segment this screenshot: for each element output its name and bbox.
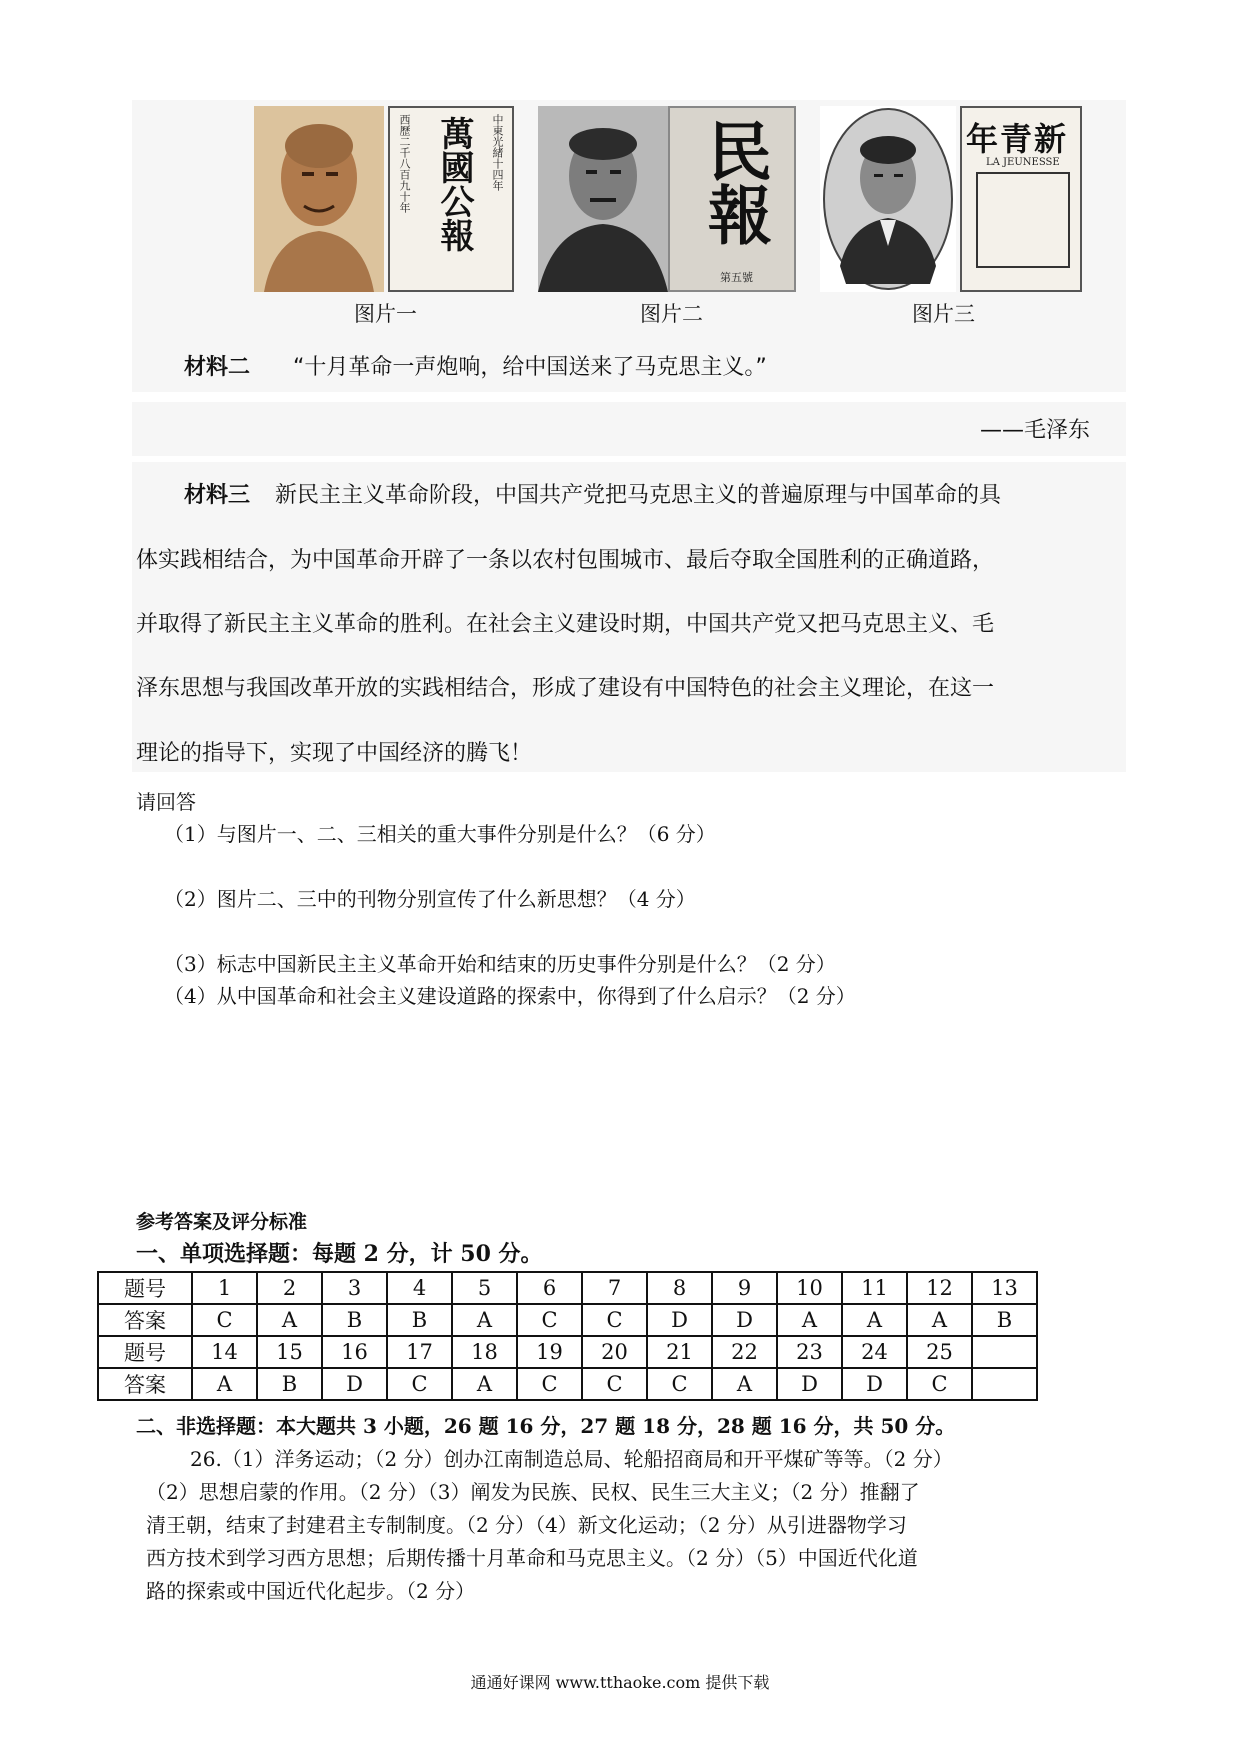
cover-xin-qingnian	[960, 106, 1082, 292]
table-cell: A	[192, 1368, 257, 1400]
table-cell: 1	[192, 1272, 257, 1304]
table-header-cell: 题号	[98, 1272, 192, 1304]
material3-line-1	[184, 478, 1001, 509]
table-cell: 18	[452, 1336, 517, 1368]
footer: 通通好课网 www.tthaoke.com 提供下载	[470, 1673, 770, 1692]
table-cell: C	[582, 1368, 647, 1400]
table-cell: B	[972, 1304, 1037, 1336]
table-cell: C	[192, 1304, 257, 1336]
table-cell: 5	[452, 1272, 517, 1304]
material3-line-3: 并取得了新民主主义革命的胜利。在社会主义建设时期，中国共产党又把马克思主义、毛	[136, 612, 995, 637]
table-cell: C	[387, 1368, 452, 1400]
cover-2-title: 民報	[697, 118, 772, 246]
cover-1-title: 萬國公報	[434, 116, 474, 252]
table-cell: 4	[387, 1272, 452, 1304]
table-cell: A	[257, 1304, 322, 1336]
table-cell: 22	[712, 1336, 777, 1368]
questions-intro: 请回答	[136, 790, 196, 814]
answer-table	[97, 1271, 1038, 1401]
table-cell: B	[322, 1304, 387, 1336]
table-cell: 23	[777, 1336, 842, 1368]
caption-3: 图片三	[912, 302, 975, 326]
table-cell: 15	[257, 1336, 322, 1368]
table-cell: 12	[907, 1272, 972, 1304]
table-cell: D	[777, 1368, 842, 1400]
material2-label: 材料二	[184, 355, 251, 380]
table-cell: 20	[582, 1336, 647, 1368]
portrait-1	[254, 106, 384, 292]
material2-source: ——毛泽东	[980, 418, 1091, 443]
material3-line-4: 泽东思想与我国改革开放的实践相结合，形成了建设有中国特色的社会主义理论，在这一	[136, 676, 995, 701]
q26-line-3: 清王朝，结束了封建君主专制制度。（2 分）（4）新文化运动；（2 分）从引进器物学习	[146, 1513, 907, 1537]
cover-2-issue: 第五號	[720, 271, 753, 284]
caption-2: 图片二	[640, 302, 703, 326]
material3-line-5: 理论的指导下，实现了中国经济的腾飞！	[136, 741, 533, 766]
cover-3-frame	[976, 172, 1070, 268]
table-cell: C	[517, 1304, 582, 1336]
table-cell: 24	[842, 1336, 907, 1368]
material2-line	[184, 350, 767, 381]
table-cell: 16	[322, 1336, 387, 1368]
question-3: （3）标志中国新民主主义革命开始和结束的历史事件分别是什么？（2 分）	[164, 952, 836, 976]
table-cell	[972, 1368, 1037, 1400]
table-row	[98, 1304, 1037, 1336]
table-cell: C	[582, 1304, 647, 1336]
table-cell: 14	[192, 1336, 257, 1368]
table-cell: D	[647, 1304, 712, 1336]
table-cell: 9	[712, 1272, 777, 1304]
table-header-cell: 答案	[98, 1304, 192, 1336]
portrait-3	[820, 106, 956, 292]
source-band	[132, 402, 1126, 456]
material3-text-1: 新民主主义革命阶段，中国共产党把马克思主义的普遍原理与中国革命的具	[275, 483, 1002, 508]
table-cell: 25	[907, 1336, 972, 1368]
question-2: （2）图片二、三中的刊物分别宣传了什么新思想？（4 分）	[164, 887, 696, 911]
q26-line-2: （2）思想启蒙的作用。（2 分）（3）阐发为民族、民权、民生三大主义；（2 分）推翻了	[146, 1480, 920, 1504]
cover-3-subtitle: LA JEUNESSE	[986, 157, 1060, 168]
material3-label: 材料三	[184, 483, 251, 508]
question-4: （4）从中国革命和社会主义建设道路的探索中，你得到了什么启示？（2 分）	[164, 984, 856, 1008]
q26-line-4: 西方技术到学习西方思想；后期传播十月革命和马克思主义。（2 分）（5）中国近代化道	[146, 1546, 918, 1570]
portrait-2	[538, 106, 668, 292]
table-cell: A	[842, 1304, 907, 1336]
table-cell: 19	[517, 1336, 582, 1368]
table-cell: D	[322, 1368, 387, 1400]
question-1: （1）与图片一、二、三相关的重大事件分别是什么？（6 分）	[164, 822, 716, 846]
table-cell: A	[452, 1368, 517, 1400]
table-cell: B	[387, 1304, 452, 1336]
table-cell: D	[842, 1368, 907, 1400]
table-cell	[972, 1336, 1037, 1368]
table-cell: B	[257, 1368, 322, 1400]
table-cell: A	[777, 1304, 842, 1336]
q26-line-1: 26.（1）洋务运动；（2 分）创办江南制造总局、轮船招商局和开平煤矿等等。（2 分）	[190, 1447, 953, 1471]
table-cell: 6	[517, 1272, 582, 1304]
table-cell: C	[647, 1368, 712, 1400]
table-cell: D	[712, 1304, 777, 1336]
table-cell: 3	[322, 1272, 387, 1304]
table-header-cell: 答案	[98, 1368, 192, 1400]
table-cell: 7	[582, 1272, 647, 1304]
table-row	[98, 1368, 1037, 1400]
material2-quote: “十月革命一声炮响，给中国送来了马克思主义。”	[293, 355, 767, 380]
answers-heading: 参考答案及评分标准	[136, 1211, 308, 1233]
table-cell: A	[907, 1304, 972, 1336]
material3-line-2: 体实践相结合，为中国革命开辟了一条以农村包围城市、最后夺取全国胜利的正确道路，	[136, 548, 995, 573]
cover-1-date-right: 中東光緒十四年	[491, 114, 504, 191]
cover-min-bao	[668, 106, 796, 292]
table-cell: 2	[257, 1272, 322, 1304]
q26-line-5: 路的探索或中国近代化起步。（2 分）	[146, 1579, 476, 1603]
table-cell: A	[452, 1304, 517, 1336]
table-cell: A	[712, 1368, 777, 1400]
table-cell: C	[517, 1368, 582, 1400]
answers-section2: 二、非选择题：本大题共 3 小题，26 题 16 分，27 题 18 分，28 题 16 分，共 50 分。	[136, 1414, 956, 1438]
table-cell: C	[907, 1368, 972, 1400]
cover-1-date-left: 西歷二千八百九十年	[398, 114, 411, 213]
table-cell: 11	[842, 1272, 907, 1304]
table-row	[98, 1336, 1037, 1368]
table-cell: 8	[647, 1272, 712, 1304]
table-cell: 17	[387, 1336, 452, 1368]
cover-3-title: 新青年	[966, 120, 1069, 158]
table-cell: 13	[972, 1272, 1037, 1304]
table-cell: 21	[647, 1336, 712, 1368]
table-cell: 10	[777, 1272, 842, 1304]
caption-1: 图片一	[354, 302, 417, 326]
table-header-cell: 题号	[98, 1336, 192, 1368]
answers-section1: 一、单项选择题：每题 2 分，计 50 分。	[136, 1241, 543, 1267]
table-row	[98, 1272, 1037, 1304]
cover-wanguo-gongbao	[388, 106, 514, 292]
